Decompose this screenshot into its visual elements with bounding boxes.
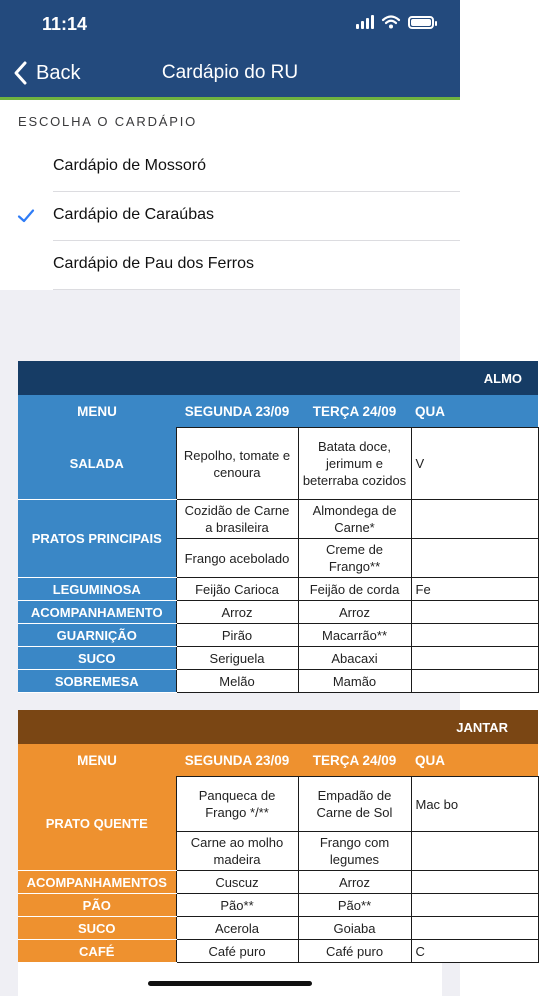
header-terca: TERÇA 24/09 (298, 744, 411, 777)
option-mossoro[interactable] (0, 143, 460, 192)
checkmark-icon (17, 207, 35, 225)
cell-prato1-qua: Mac bo (411, 777, 538, 832)
cell-suco-qua (411, 647, 538, 670)
row-label-leguminosa: LEGUMINOSA (18, 578, 176, 601)
nav-header (0, 0, 460, 97)
row-label-prato-quente: PRATO QUENTE (18, 777, 176, 871)
cell-pao-seg: Pão** (176, 894, 298, 917)
cell-suco-ter: Abacaxi (298, 647, 411, 670)
cell-acomps-ter: Arroz (298, 871, 411, 894)
jantar-menu-image (18, 710, 509, 996)
cell-leguminosa-seg: Feijão Carioca (176, 578, 298, 601)
row-label-sobremesa: SOBREMESA (18, 670, 176, 693)
row-label-salada: SALADA (18, 428, 176, 500)
cell-cafe-seg: Café puro (176, 940, 298, 963)
header-terca: TERÇA 24/09 (298, 395, 411, 428)
header-quarta: QUA (411, 744, 538, 777)
page-title: Cardápio do RU (161, 62, 299, 83)
almoco-band: ALMO (18, 361, 538, 395)
back-label: Back (36, 61, 81, 84)
row-label-pao: PÃO (18, 894, 176, 917)
row-label-acompanhamentos: ACOMPANHAMENTOS (18, 871, 176, 894)
almoco-table (18, 361, 539, 693)
header-accent-line (0, 97, 460, 100)
cell-prato1-ter: Empadão de Carne de Sol (298, 777, 411, 832)
status-icons (356, 15, 434, 29)
cell-pao-ter: Pão** (298, 894, 411, 917)
cell-sobremesa-qua (411, 670, 538, 693)
cell-prato2-qua (411, 832, 538, 871)
cell-acomp-qua (411, 601, 538, 624)
cell-acomps-seg: Cuscuz (176, 871, 298, 894)
cell-sobremesa-seg: Melão (176, 670, 298, 693)
row-label-suco: SUCO (18, 647, 176, 670)
cell-pratos1-qua (411, 500, 538, 539)
jantar-table (18, 710, 539, 963)
row-label-suco: SUCO (18, 917, 176, 940)
option-label: Cardápio de Caraúbas (53, 206, 214, 223)
cell-prato1-seg: Panqueca de Frango */** (176, 777, 298, 832)
cell-cafe-ter: Café puro (298, 940, 411, 963)
row-label-guarnicao: GUARNIÇÃO (18, 624, 176, 647)
cell-guarnicao-ter: Macarrão** (298, 624, 411, 647)
header-quarta: QUA (411, 395, 538, 428)
section-header: ESCOLHA O CARDÁPIO (18, 114, 198, 129)
cell-suco-qua (411, 917, 538, 940)
cell-acomps-qua (411, 871, 538, 894)
cell-pratos1-ter: Almondega de Carne* (298, 500, 411, 539)
status-time: 11:14 (42, 14, 88, 34)
cell-suco-ter: Goiaba (298, 917, 411, 940)
option-label: Cardápio de Mossoró (53, 157, 206, 174)
cell-prato2-ter: Frango com legumes (298, 832, 411, 871)
header-menu: MENU (18, 395, 176, 428)
cell-pratos2-seg: Frango acebolado (176, 539, 298, 578)
header-segunda: SEGUNDA 23/09 (176, 395, 298, 428)
option-pau-dos-ferros[interactable] (0, 241, 460, 290)
cell-salada-ter: Batata doce, jerimum e beterraba cozidos (298, 428, 411, 500)
cell-cafe-qua: C (411, 940, 538, 963)
row-label-pratos: PRATOS PRINCIPAIS (18, 500, 176, 578)
cell-sobremesa-ter: Mamão (298, 670, 411, 693)
cell-salada-seg: Repolho, tomate e cenoura (176, 428, 298, 500)
header-menu: MENU (18, 744, 176, 777)
cell-guarnicao-seg: Pirão (176, 624, 298, 647)
signal-icon (356, 15, 374, 29)
battery-icon (408, 16, 434, 29)
cell-pao-qua (411, 894, 538, 917)
option-label: Cardápio de Pau dos Ferros (53, 255, 254, 272)
cell-suco-seg: Seriguela (176, 647, 298, 670)
header-segunda: SEGUNDA 23/09 (176, 744, 298, 777)
cell-prato2-seg: Carne ao molho madeira (176, 832, 298, 871)
cell-suco-seg: Acerola (176, 917, 298, 940)
cell-salada-qua: V (411, 428, 538, 500)
home-indicator[interactable] (148, 981, 312, 986)
cell-leguminosa-qua: Fe (411, 578, 538, 601)
cell-acomp-seg: Arroz (176, 601, 298, 624)
cell-pratos2-ter: Creme de Frango** (298, 539, 411, 578)
row-label-acompanhamento: ACOMPANHAMENTO (18, 601, 176, 624)
row-label-cafe: CAFÉ (18, 940, 176, 963)
jantar-band: JANTAR (18, 710, 538, 744)
wifi-icon (382, 15, 400, 29)
cell-acomp-ter: Arroz (298, 601, 411, 624)
almoco-menu-image (18, 361, 523, 689)
cell-pratos1-seg: Cozidão de Carne a brasileira (176, 500, 298, 539)
cell-pratos2-qua (411, 539, 538, 578)
option-caraubas[interactable] (0, 192, 460, 241)
cell-leguminosa-ter: Feijão de corda (298, 578, 411, 601)
cell-guarnicao-qua (411, 624, 538, 647)
